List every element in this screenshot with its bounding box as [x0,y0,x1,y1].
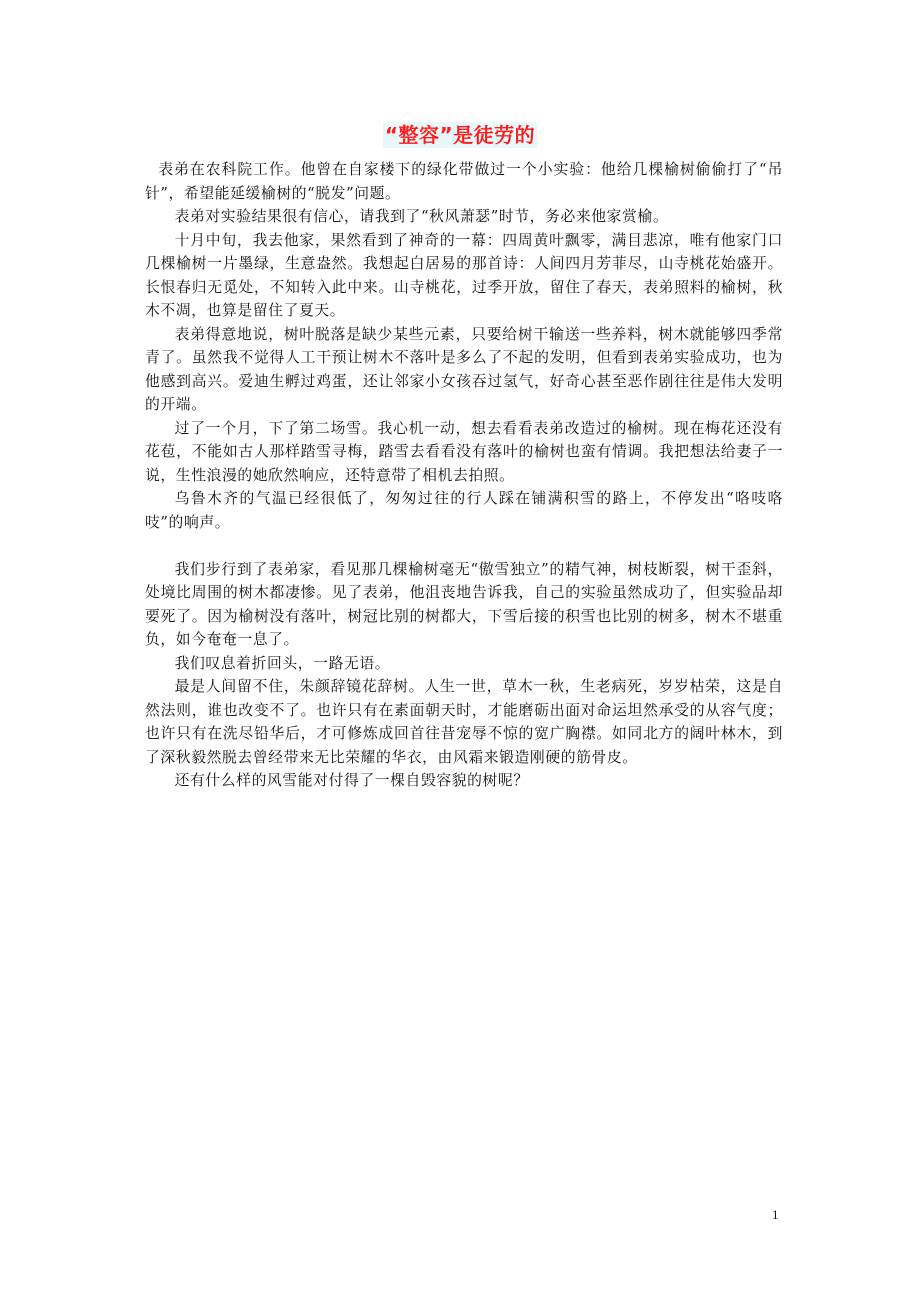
paragraph-10: 还有什么样的风雪能对付得了一棵自毁容貌的树呢？ [174,772,529,789]
article-body [145,158,783,793]
paragraph-7: 我们步行到了表弟家，看见那几棵榆树毫无“傲雪独立”的精气神，树枝断裂，树干歪斜，处境比周围的树木都凄惨。见了表弟，他沮丧地告诉我，自己的实验虽然成功了，但实验品却要死了。因为榆树没有落叶，树冠比别的树都大，下雪后接的积雪也比别的树多，树木不堪重负，如今奄奄一息了。 [145,560,783,648]
paragraph-8: 我们叹息着折回头，一路无语。 [174,654,391,672]
paragraph-3: 十月中旬，我去他家，果然看到了神奇的一幕：四周黄叶飘零，满目悲凉，唯有他家门口几棵榆树一片墨绿，生意盎然。我想起白居易的那首诗：人间四月芳菲尽，山寺桃花始盛开。长恨春归无觅处，不知转入此中来。山寺桃花，过季开放，留住了春天，表弟照料的榆树，秋木不凋，也算是留住了夏天。 [145,231,783,319]
paragraph-9: 最是人间留不住，朱颜辞镜花辞树。人生一世，草木一秋，生老病死，岁岁枯荣，这是自然法则，谁也改变不了。也许只有在素面朝天时，才能磨砺出面对命运坦然承受的从容气度；也许只有在洗尽铅华后，才可修炼成回首往昔宠辱不惊的宽广胸襟。如同北方的阔叶林木，到了深秋毅然脱去曾经带来无比荣耀的华衣，由风霜来锻造刚硬的筋骨皮。 [145,678,783,766]
title-container [0,122,920,148]
paragraph-gap [145,534,783,558]
paragraph-1: 表弟在农科院工作。他曾在自家楼下的绿化带做过一个小实验：他给几棵榆树偷偷打了“吊针”，希望能延缓榆树的“脱发”问题。 [145,161,783,202]
paragraph-2: 表弟对实验结果很有信心，请我到了“秋风萧瑟”时节，务必来他家赏榆。 [174,208,669,225]
paragraph-5: 过了一个月，下了第二场雪。我心机一动，想去看看表弟改造过的榆树。现在梅花还没有花苞，不能如古人那样踏雪寻梅，踏雪去看看没有落叶的榆树也蛮有情调。我把想法给妻子一说，生性浪漫的她欣然响应，还特意带了相机去拍照。 [145,419,783,484]
paragraph-6: 乌鲁木齐的气温已经很低了，匆匆过往的行人踩在铺满积雪的路上，不停发出“咯吱咯吱”的响声。 [145,490,783,531]
document-title: “整容”是徒劳的 [384,123,536,147]
page-number: 1 [772,1207,779,1222]
paragraph-4: 表弟得意地说，树叶脱落是缺少某些元素，只要给树干输送一些养料，树木就能够四季常青了。虽然我不觉得人工干预让树木不落叶是多么了不起的发明，但看到表弟实验成功，也为他感到高兴。爱迪生孵过鸡蛋，还让邻家小女孩吞过氢气，好奇心甚至恶作剧往往是伟大发明的开端。 [145,325,783,413]
